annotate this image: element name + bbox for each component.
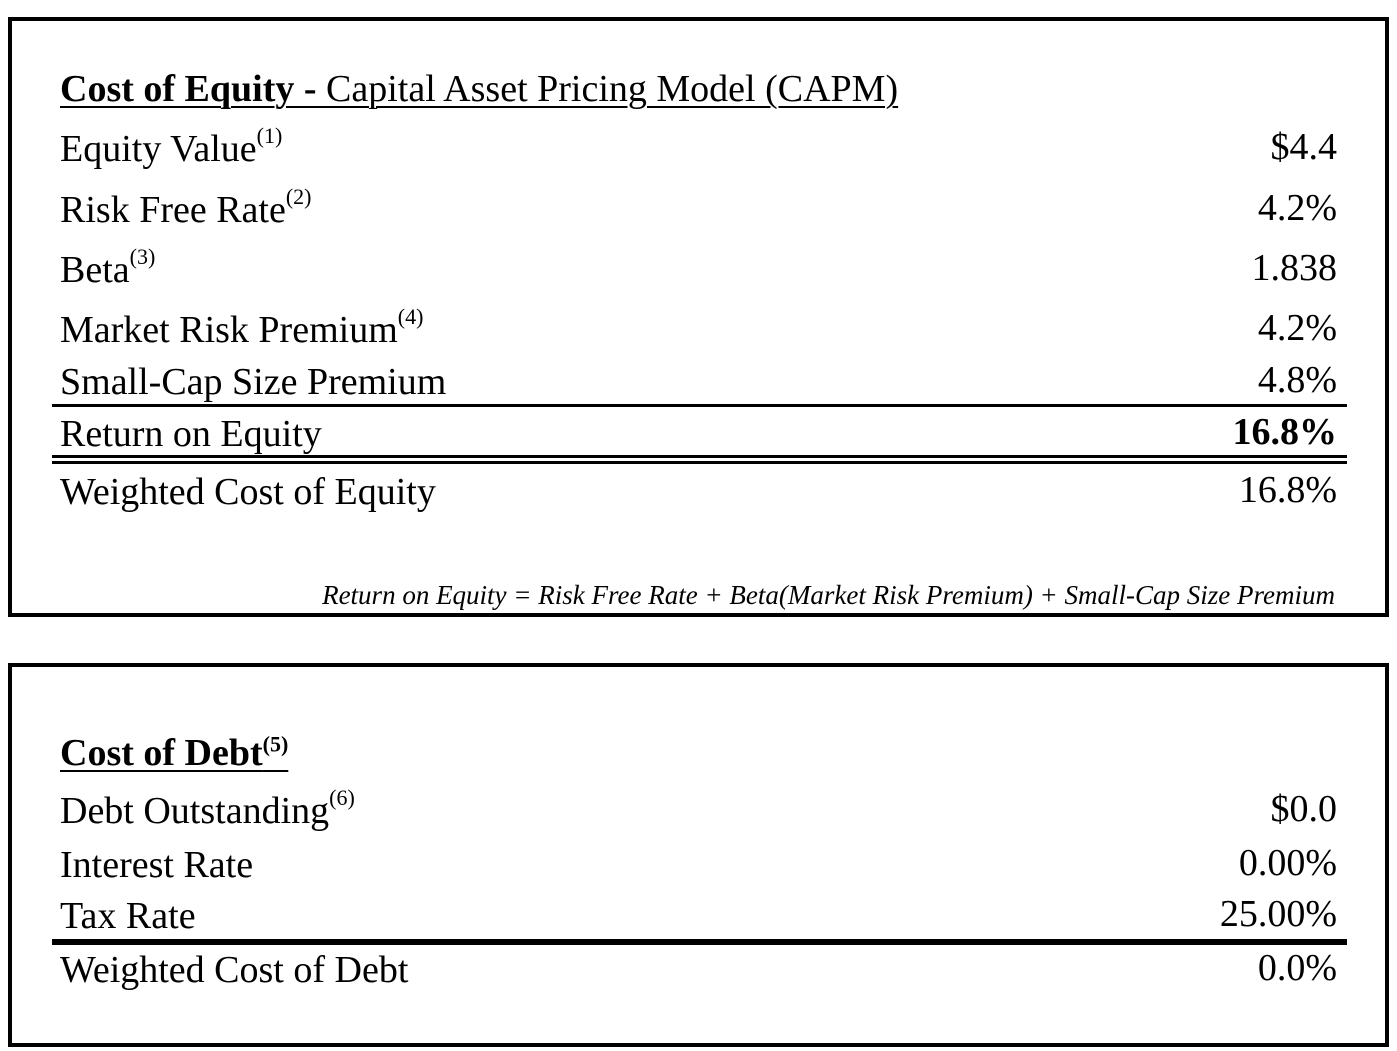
weighted-cost-of-equity-row	[60, 468, 1337, 514]
market-risk-premium-label-text: Market Risk Premium	[60, 309, 398, 351]
market-risk-premium-value: 4.2%	[1257, 307, 1337, 349]
return-on-equity-label: Return on Equity	[60, 413, 322, 455]
footnote-marker: (2)	[285, 184, 312, 210]
beta-row	[60, 246, 1337, 292]
footnote-marker: (3)	[129, 244, 156, 270]
small-cap-size-premium-value: 4.8%	[1257, 359, 1337, 401]
weighted-cost-of-debt-row	[60, 946, 1337, 992]
return-on-equity-value: 16.8%	[1232, 411, 1337, 453]
cost-of-debt-title-text: Cost of Debt	[60, 732, 263, 774]
weighted-cost-of-equity-value: 16.8%	[1238, 469, 1337, 511]
footnote-marker: (4)	[397, 304, 424, 330]
risk-free-rate-value: 4.2%	[1257, 187, 1337, 229]
debt-outstanding-label	[60, 785, 355, 833]
debt-outstanding-label-text: Debt Outstanding	[60, 790, 330, 832]
tax-rate-value: 25.00%	[1219, 893, 1337, 935]
footnote-marker: (1)	[256, 123, 283, 149]
cost-of-equity-panel	[8, 17, 1389, 617]
small-cap-size-premium-row	[60, 358, 1337, 404]
interest-rate-label: Interest Rate	[60, 844, 254, 886]
equity-value-row	[60, 125, 1337, 171]
interest-rate-value: 0.00%	[1238, 842, 1337, 884]
thick-divider-rule	[52, 939, 1347, 945]
cost-of-equity-title-rest: Capital Asset Pricing Model (CAPM)	[316, 68, 899, 110]
weighted-cost-of-equity-label: Weighted Cost of Equity	[60, 471, 436, 513]
debt-outstanding-row	[60, 787, 1337, 833]
equity-value-label	[60, 123, 283, 171]
market-risk-premium-row	[60, 306, 1337, 352]
equity-value-value: $4.4	[1270, 126, 1337, 168]
cost-of-debt-panel	[8, 663, 1389, 1047]
beta-label-text: Beta	[60, 249, 130, 291]
divider-rule	[52, 404, 1347, 407]
interest-rate-row	[60, 841, 1337, 887]
cost-of-equity-title-bold: Cost of Equity -	[60, 68, 317, 110]
beta-value: 1.838	[1251, 247, 1337, 289]
risk-free-rate-label-text: Risk Free Rate	[60, 189, 286, 231]
tax-rate-row	[60, 892, 1337, 938]
risk-free-rate-label	[60, 184, 312, 232]
small-cap-size-premium-label: Small-Cap Size Premium	[60, 361, 447, 403]
cost-of-equity-title	[60, 67, 898, 111]
return-on-equity-row	[60, 410, 1337, 456]
weighted-cost-of-debt-label: Weighted Cost of Debt	[60, 949, 409, 991]
footnote-marker: (5)	[262, 731, 289, 757]
equity-value-label-text: Equity Value	[60, 128, 257, 170]
tax-rate-label: Tax Rate	[60, 895, 196, 937]
risk-free-rate-row	[60, 186, 1337, 232]
debt-outstanding-value: $0.0	[1270, 788, 1337, 830]
weighted-cost-of-debt-value: 0.0%	[1257, 947, 1337, 989]
beta-label	[60, 244, 156, 292]
double-divider-rule	[52, 455, 1347, 464]
market-risk-premium-label	[60, 304, 424, 352]
footnote-marker: (6)	[329, 785, 355, 811]
return-on-equity-formula: Return on Equity = Risk Free Rate + Beta(Market Risk Premium) + Small-Cap Size Premium	[322, 580, 1335, 610]
cost-of-debt-title	[60, 731, 288, 775]
